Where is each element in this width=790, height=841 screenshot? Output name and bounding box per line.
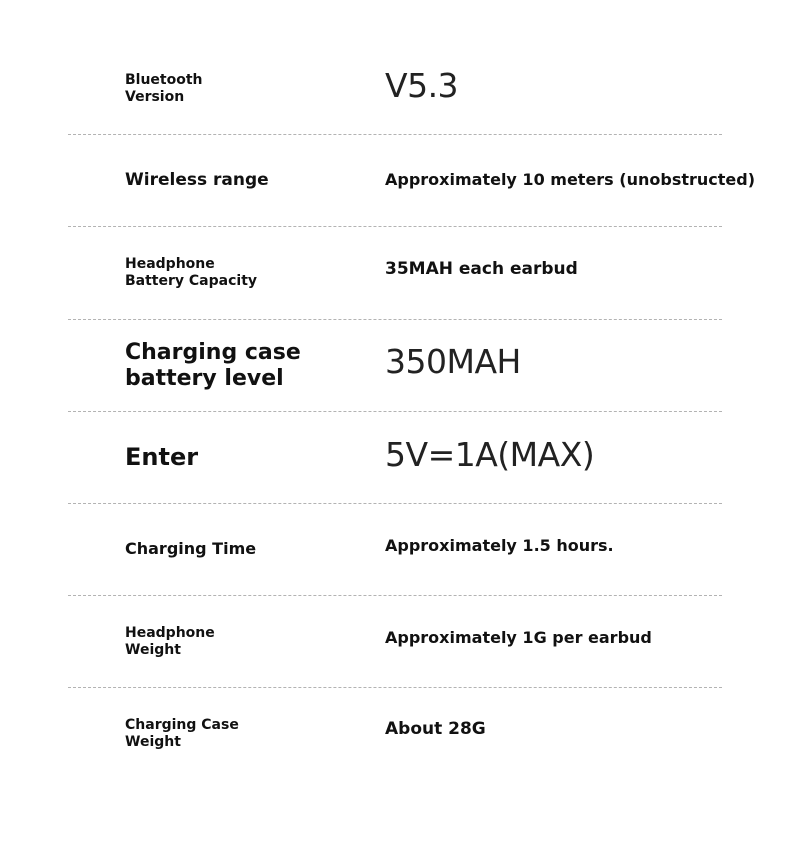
spec-label: Charging case battery level xyxy=(125,340,301,391)
row-divider xyxy=(68,226,722,227)
spec-value: 5V=1A(MAX) xyxy=(385,435,595,474)
spec-value: 35MAH each earbud xyxy=(385,259,578,279)
spec-label: Charging Case Weight xyxy=(125,717,239,750)
spec-value: 350MAH xyxy=(385,342,521,381)
row-divider xyxy=(68,503,722,504)
spec-label: Headphone Weight xyxy=(125,625,215,658)
spec-value: Approximately 1G per earbud xyxy=(385,628,652,647)
spec-label: Bluetooth Version xyxy=(125,72,203,105)
spec-value: Approximately 1.5 hours. xyxy=(385,536,614,555)
row-divider xyxy=(68,134,722,135)
spec-value: V5.3 xyxy=(385,66,459,105)
spec-label: Charging Time xyxy=(125,539,257,558)
spec-value: About 28G xyxy=(385,719,486,739)
spec-label: Wireless range xyxy=(125,170,269,190)
spec-value: Approximately 10 meters (unobstructed) xyxy=(385,170,756,189)
row-divider xyxy=(68,411,722,412)
row-divider xyxy=(68,595,722,596)
row-divider xyxy=(68,687,722,688)
spec-label: Headphone Battery Capacity xyxy=(125,256,258,289)
spec-label: Enter xyxy=(125,443,199,471)
row-divider xyxy=(68,319,722,320)
